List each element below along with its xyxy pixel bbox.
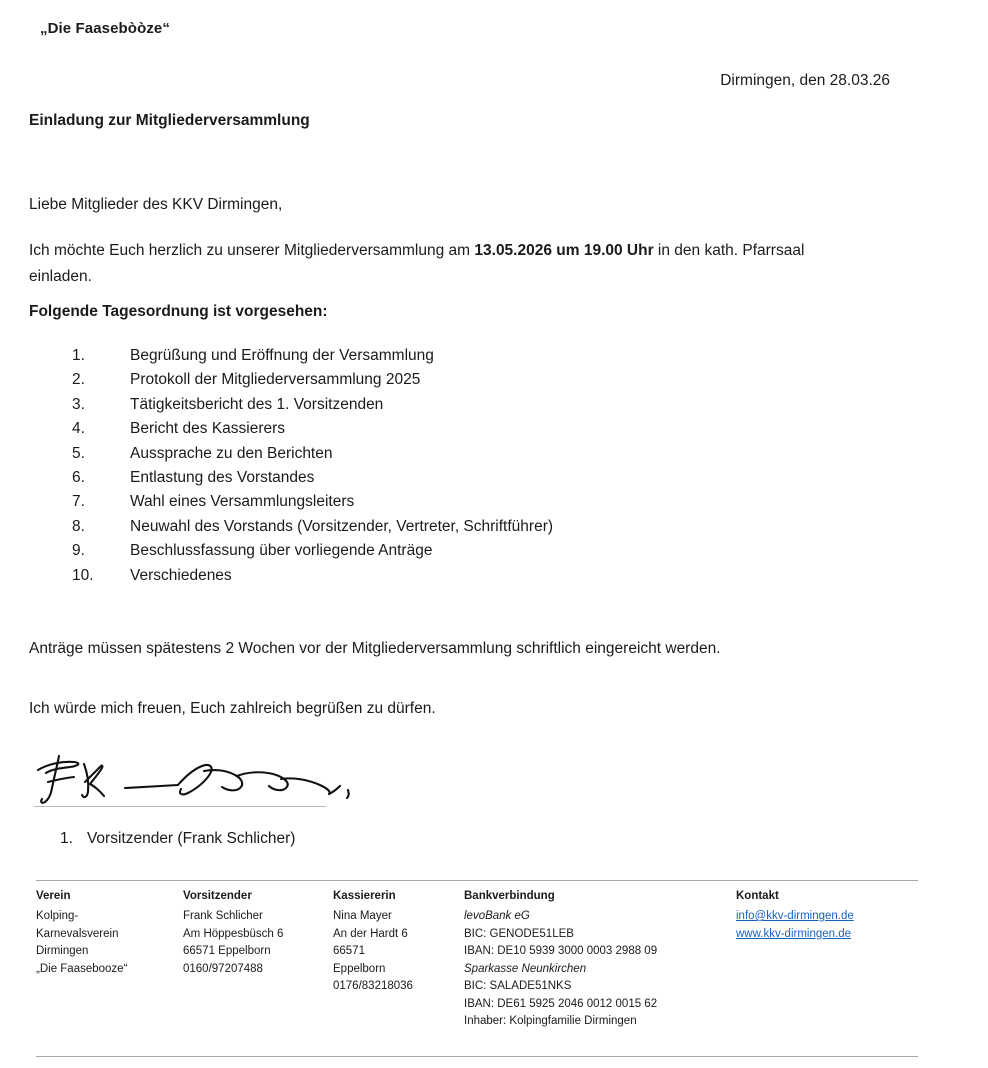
agenda-item-number: 7. bbox=[72, 493, 85, 511]
agenda-item bbox=[72, 518, 872, 542]
signature-divider bbox=[34, 806, 326, 807]
intro-text-part2: in den kath. Pfarrsaal einladen. bbox=[29, 242, 805, 285]
footer-line: Kolping- bbox=[36, 910, 79, 922]
signature-role bbox=[60, 830, 295, 848]
agenda-item-number: 8. bbox=[72, 517, 85, 535]
agenda-heading: Folgende Tagesordnung ist vorgesehen: bbox=[29, 303, 328, 320]
footer-line: Frank Schlicher bbox=[183, 910, 263, 922]
agenda-item-label: Tätigkeitsbericht des 1. Vorsitzenden bbox=[130, 395, 384, 413]
agenda-item-label: Beschlussfassung über vorliegende Anträge bbox=[130, 542, 433, 560]
agenda-item-number: 1. bbox=[72, 347, 85, 364]
meeting-datetime: 13.05.2026 um 19.00 Uhr bbox=[474, 242, 654, 259]
footer-bottom-rule bbox=[36, 1056, 918, 1057]
agenda-item bbox=[72, 420, 872, 444]
agenda-item-label: Entlastung des Vorstandes bbox=[130, 468, 315, 486]
footer-line: 0160/97207488 bbox=[183, 962, 263, 975]
closing-paragraph: Ich würde mich freuen, Euch zahlreich begrüßen zu dürfen. bbox=[29, 700, 436, 717]
footer-line: Dirmingen bbox=[36, 945, 89, 957]
document-subject: Einladung zur Mitgliederversammlung bbox=[29, 112, 310, 129]
agenda-item-label: Bericht des Kassierers bbox=[130, 420, 286, 438]
footer-contact-table bbox=[36, 880, 918, 1057]
agenda-item-number: 10. bbox=[72, 566, 94, 584]
salutation: Liebe Mitglieder des KKV Dirmingen, bbox=[29, 196, 283, 213]
footer-column-vorsitzender bbox=[183, 888, 333, 1056]
footer-line: 66571 Eppelborn bbox=[183, 945, 271, 957]
agenda-item bbox=[72, 445, 872, 469]
footer-line: levoBank eG bbox=[464, 910, 530, 922]
footer-column-header: Vorsitzender bbox=[183, 890, 252, 902]
footer-column-header: Verein bbox=[36, 890, 71, 902]
footer-line: „Die Faasebooze“ bbox=[36, 962, 128, 975]
footer-line: Karnevalsverein bbox=[36, 927, 119, 940]
website-link[interactable]: www.kkv-dirmingen.de bbox=[736, 927, 852, 940]
footer-column-bankverbindung bbox=[464, 888, 736, 1056]
footer-line: An der Hardt 6 bbox=[333, 927, 408, 940]
handwritten-signature bbox=[32, 752, 362, 812]
agenda-item-label: Verschiedenes bbox=[130, 566, 232, 584]
email-link[interactable]: info@kkv-dirmingen.de bbox=[736, 910, 854, 922]
footer-line: Am Höppesbüsch 6 bbox=[183, 927, 284, 940]
agenda-item bbox=[72, 567, 872, 591]
agenda-item bbox=[72, 347, 872, 371]
footer-column-kontakt bbox=[736, 888, 918, 1056]
agenda-item-label: Wahl eines Versammlungsleiters bbox=[130, 493, 355, 511]
agenda-item-label: Begrüßung und Eröffnung der Versammlung bbox=[130, 347, 434, 364]
deadline-paragraph: Anträge müssen spätestens 2 Wochen vor der Mitgliederversammlung schriftlich eingereicht werden. bbox=[29, 640, 721, 657]
agenda-item-number: 9. bbox=[72, 542, 85, 560]
agenda-item-label: Aussprache zu den Berichten bbox=[130, 444, 333, 462]
agenda-list bbox=[72, 347, 872, 591]
footer-line: 66571 bbox=[333, 945, 365, 957]
footer-columns bbox=[36, 881, 918, 1056]
footer-line: Sparkasse Neunkirchen bbox=[464, 962, 587, 975]
intro-text-part1: Ich möchte Euch herzlich zu unserer Mitgliederversammlung am bbox=[29, 242, 475, 259]
agenda-item bbox=[72, 493, 872, 517]
footer-column-header: Kontakt bbox=[736, 890, 779, 902]
agenda-item-number: 3. bbox=[72, 395, 85, 413]
agenda-item-number: 5. bbox=[72, 444, 85, 462]
footer-line: IBAN: DE10 5939 3000 0003 2988 09 bbox=[464, 945, 658, 957]
agenda-item-label: Neuwahl des Vorstands (Vorsitzender, Vertreter, Schriftführer) bbox=[130, 517, 554, 535]
footer-column-verein bbox=[36, 888, 183, 1056]
footer-line: 0176/83218036 bbox=[333, 980, 413, 992]
footer-column-header: Kassiererin bbox=[333, 890, 396, 902]
place-and-date: Dirmingen, den 28.03.26 bbox=[720, 72, 890, 89]
agenda-item-number: 4. bbox=[72, 420, 85, 438]
agenda-item-number: 2. bbox=[72, 371, 85, 389]
footer-column-header: Bankverbindung bbox=[464, 890, 555, 902]
footer-line: BIC: GENODE51LEB bbox=[464, 927, 574, 940]
agenda-item bbox=[72, 396, 872, 420]
agenda-item bbox=[72, 542, 872, 566]
agenda-item-number: 6. bbox=[72, 468, 85, 486]
agenda-item bbox=[72, 469, 872, 493]
footer-line: IBAN: DE61 5925 2046 0012 0015 62 bbox=[464, 997, 658, 1010]
club-name: „Die Faasebòòze“ bbox=[40, 20, 170, 37]
footer-line: BIC: SALADE51NKS bbox=[464, 980, 572, 992]
signature-role-label: Vorsitzender (Frank Schlicher) bbox=[86, 830, 296, 847]
agenda-item bbox=[72, 371, 872, 395]
footer-line: Nina Mayer bbox=[333, 910, 392, 922]
footer-line: Inhaber: Kolpingfamilie Dirmingen bbox=[464, 1015, 637, 1027]
footer-column-kassiererin bbox=[333, 888, 464, 1056]
signature-role-number: 1. bbox=[60, 830, 73, 847]
footer-line: Eppelborn bbox=[333, 962, 386, 975]
agenda-item-label: Protokoll der Mitgliederversammlung 2025 bbox=[130, 371, 421, 389]
intro-paragraph bbox=[29, 238, 869, 290]
